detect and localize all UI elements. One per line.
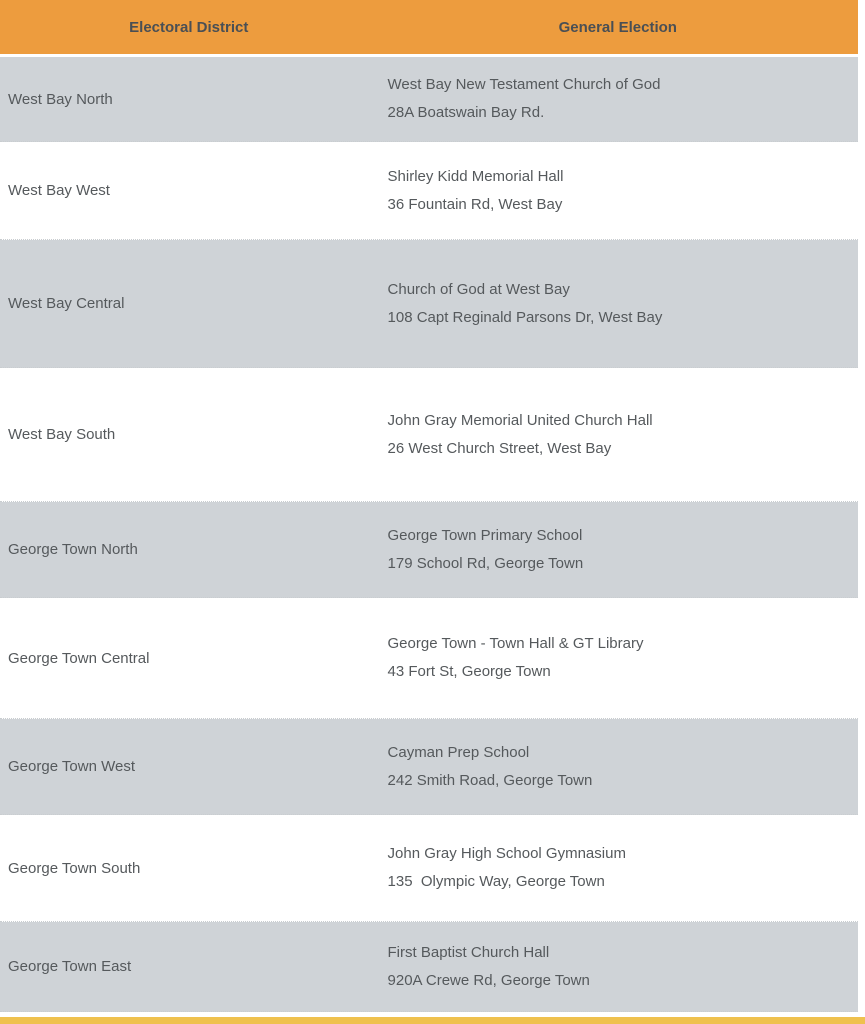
venue-address: 242 Smith Road, George Town [387, 771, 593, 789]
district-cell: George Town North [8, 541, 138, 558]
venue-name: Church of God at West Bay [387, 280, 570, 298]
district-cell: George Town Central [8, 649, 150, 667]
column-header-electoral-district: Electoral District [129, 18, 249, 36]
venue-name: John Gray High School Gymnasium [387, 845, 626, 862]
venue-address: 28A Boatswain Bay Rd. [387, 104, 545, 121]
venue-cell [378, 502, 858, 597]
table-row [0, 922, 858, 1012]
venue-cell [378, 719, 858, 814]
venue-cell [378, 57, 858, 141]
venue-address: 36 Fountain Rd, West Bay [387, 195, 563, 213]
venue-address: 135 Olympic Way, George Town [387, 873, 605, 890]
venue-name: George Town Primary School [387, 526, 583, 544]
bottom-accent-bar [0, 1017, 865, 1024]
venue-cell [378, 368, 858, 501]
divider [0, 1012, 858, 1014]
table-row [0, 142, 858, 240]
district-cell: West Bay North [8, 90, 113, 108]
venue-address: 920A Crewe Rd, George Town [387, 971, 590, 989]
table-row [0, 57, 858, 142]
table-row [0, 502, 858, 598]
venue-name: First Baptist Church Hall [387, 943, 550, 961]
table-row [0, 368, 858, 502]
venue-name: Shirley Kidd Memorial Hall [387, 167, 564, 185]
venue-address: 108 Capt Reginald Parsons Dr, West Bay [387, 308, 663, 326]
district-cell: George Town West [8, 758, 136, 775]
venue-address: 26 West Church Street, West Bay [387, 439, 612, 457]
table-row [0, 598, 858, 719]
table-header [0, 0, 858, 57]
table-row [0, 815, 858, 922]
venue-cell [378, 142, 858, 239]
venue-name: West Bay New Testament Church of God [387, 76, 661, 93]
district-cell: George Town South [8, 859, 141, 877]
table-row [0, 240, 858, 368]
venue-name: John Gray Memorial United Church Hall [387, 411, 653, 429]
venue-address: 179 School Rd, George Town [387, 554, 584, 572]
column-header-general-election: General Election [558, 18, 677, 36]
table-row [0, 719, 858, 815]
district-cell: George Town East [8, 958, 132, 975]
venue-cell [378, 598, 858, 718]
venue-name: Cayman Prep School [387, 743, 530, 761]
venue-cell [378, 815, 858, 921]
district-cell: West Bay Central [8, 295, 125, 312]
district-cell: West Bay South [8, 426, 116, 443]
venue-address: 43 Fort St, George Town [387, 663, 551, 680]
venue-cell [378, 240, 858, 367]
venue-cell [378, 922, 858, 1011]
venue-name: George Town - Town Hall & GT Library [387, 635, 644, 652]
district-cell: West Bay West [8, 182, 110, 199]
